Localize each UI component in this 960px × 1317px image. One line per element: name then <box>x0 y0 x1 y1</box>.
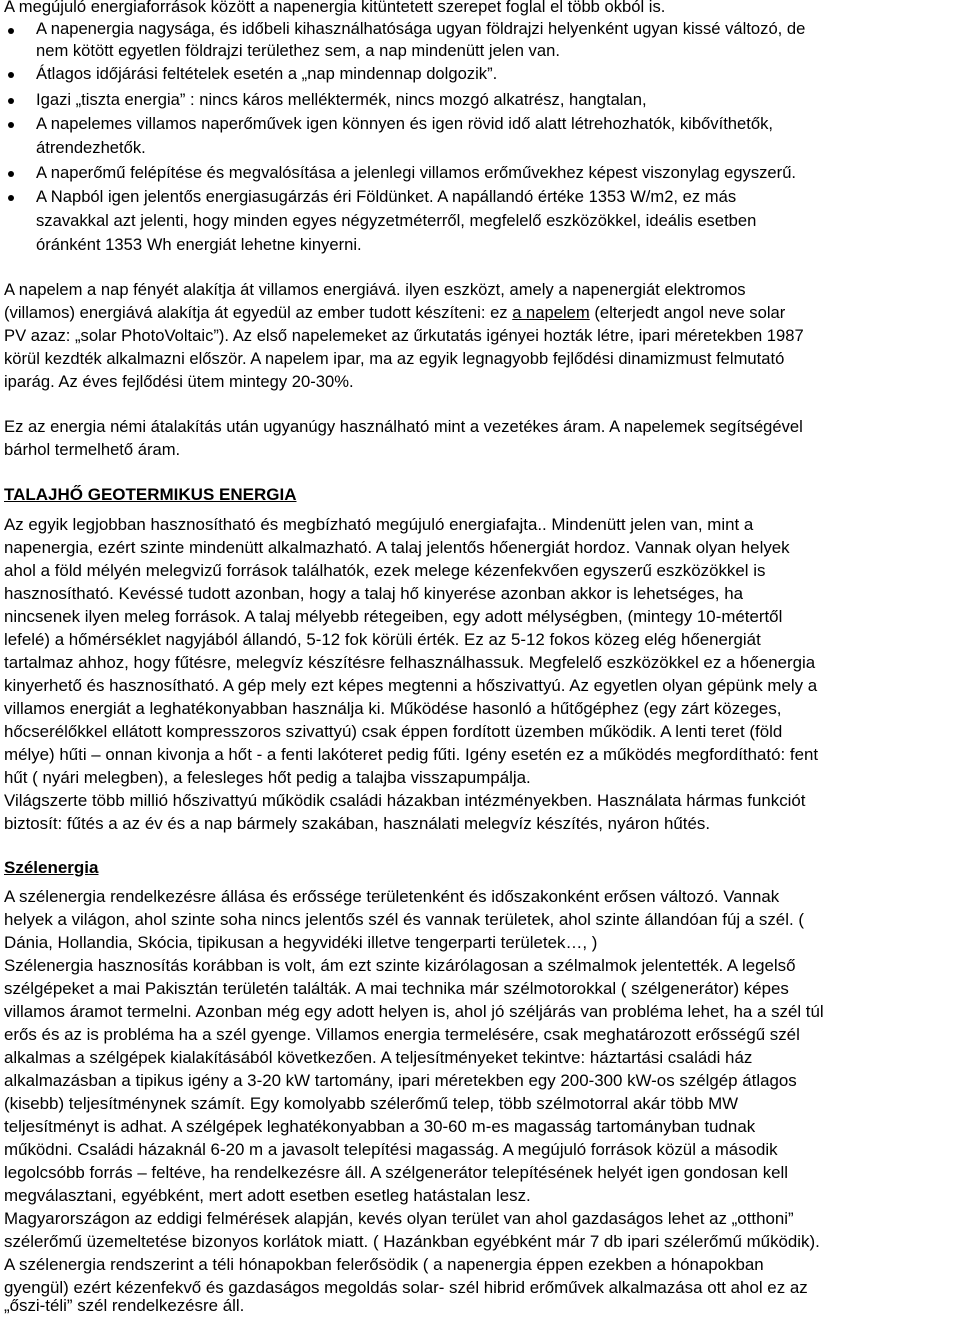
paragraph-line: tartalmaz ahhoz, hogy fűtésre, melegvíz készítésre felhasználhassuk. Megfelelő eszközökkel ez a hőenergia <box>4 653 816 672</box>
paragraph-line: A szélenergia rendszerint a téli hónapokban felerősödik ( a napenergia éppen ezekben a hónapokban <box>4 1255 764 1274</box>
paragraph-line: megválasztani, egyébként, mert adott esetben esetleg hatástalan lesz. <box>4 1186 531 1205</box>
paragraph-line: Dánia, Hollandia, Skócia, tipikusan a hegyvidéki illetve tengerparti területek…, ) <box>4 933 598 952</box>
paragraph-line: körül kezdték alkalmazni először. A napelem ipar, ma az egyik legnagyobb fejlődési dinamizmust felmutató <box>4 349 785 368</box>
napelem-link[interactable]: a napelem <box>512 303 590 322</box>
bullet-text: A naperőmű felépítése és megvalósítása a jelenlegi villamos erőművekhez képest viszonylag egyszerű. <box>36 163 797 182</box>
paragraph-line: biztosít: fűtés a az év és a nap bármely szakában, használati melegvíz készítés, nyáron hűtés. <box>4 814 711 833</box>
paragraph-line: napenergia, ezért szinte mindenütt alkalmazható. A talaj jelentős hőenergiát hordoz. Vannak olyan helyek <box>4 538 790 557</box>
paragraph-line: gyengül) ezért kézenfekvő és gazdaságos megoldás solar- szél hibrid erőművek alkalmazása ott ahol ez az <box>4 1278 808 1297</box>
paragraph-line: nincsenek ilyen meleg források. A talaj mélyebb rétegeiben, egy adott mélységben, (mintegy 10-métertől <box>4 607 783 626</box>
bullet-text: A napelemes villamos naperőművek igen könnyen és igen rövid idő alatt létrehozhatók, kibővíthetők, <box>36 114 774 133</box>
paragraph-line: helyek a világon, ahol szinte soha nincs jelentős szél és vannak területek, ahol szinte állandóan fúj a szél. ( <box>4 910 804 929</box>
wind-heading: Szélenergia <box>4 858 99 877</box>
paragraph-line: Ez az energia némi átalakítás után ugyanúgy használható mint a vezetékes áram. A napelemek segítségével <box>4 417 803 436</box>
geo-heading: TALAJHŐ GEOTERMIKUS ENERGIA <box>4 485 297 504</box>
paragraph-line: mélye) hűti – onnan kivonja a hőt - a fenti lakóteret pedig fűti. Igény esetén ez a működés megfordítható: fent <box>4 745 819 764</box>
paragraph-line: szélerőmű üzemeltetése bizonyos korlátok miatt. ( Hazánkban egyébként már 7 db ipari szélerőmű működik). <box>4 1232 820 1251</box>
bullet-text-cont: nem kötött egyetlen földrajzi területhez sem, a nap mindenütt jelen van. <box>36 41 560 60</box>
paragraph-line: alkalmazásban a tipikus igény a 3-20 kW tartomány, ipari méretekben egy 200-300 kW-os szélgép átlagos <box>4 1071 797 1090</box>
paragraph-line: ahol a föld mélyén melegvizű források találhatók, ezek melege kézenfekvően egyszerű eszközökkel is <box>4 561 766 580</box>
bullet-text: Igazi „tiszta energia” : nincs káros melléktermék, nincs mozgó alkatrész, hangtalan, <box>36 90 647 109</box>
paragraph-line: iparág. Az éves fejlődési ütem mintegy 20-30%. <box>4 372 354 391</box>
paragraph-text: (elterjedt angol neve solar <box>589 303 786 322</box>
paragraph-line: bárhol termelhető áram. <box>4 440 181 459</box>
bullet-text: Átlagos időjárási feltételek esetén a „nap mindennap dolgozik”. <box>36 64 498 83</box>
bullet-text-cont: átrendezhetők. <box>36 138 146 157</box>
paragraph-line: legolcsóbb forrás – feltéve, ha rendelkezésre áll. A szélgenerátor telepítésének helyét igen gondosan kell <box>4 1163 789 1182</box>
paragraph-line: PV azaz: „solar PhotoVoltaic”). Az első napelemeket az űrkutatás igényei hozták létre, ipari méretekben 1987 <box>4 326 804 345</box>
paragraph-line: villamos áramot termelni. Azonban még egy adott helyen is, ahol jó széljárás van probléma lehet, ha a szél túl <box>4 1002 824 1021</box>
bullet-dot-icon <box>8 28 14 34</box>
paragraph-line: Szélenergia hasznosítás korábban is volt, ám ezt szinte kizárólagosan a szélmalmok jelentették. A legelső <box>4 956 796 975</box>
paragraph-line: erős és az is probléma ha a szél gyenge. Villamos energia termelésére, csak meghatározott erősségű szél <box>4 1025 800 1044</box>
paragraph-line: alkalmas a szélgépek kialakításából következően. A teljesítményeket tekintve: háztartási családi ház <box>4 1048 753 1067</box>
paragraph-line: A napelem a nap fényét alakítja át villamos energiává. ilyen eszközt, amely a napenergiát elektromos <box>4 280 746 299</box>
paragraph-line: szélgépeket a mai Pakisztán területén találták. A mai technika már szélmotorokkal ( szélgenerátor) képes <box>4 979 789 998</box>
paragraph-line: Magyarországon az eddigi felmérések alapján, kevés olyan terület van ahol gazdaságos lehet az „otthoni” <box>4 1209 794 1228</box>
paragraph-line: villamos energiát a leghatékonyabban használja ki. Működése hasonló a hűtőgéphez (egy zárt közeges, <box>4 699 782 718</box>
paragraph-line: hőcserélőkkel ellátott kompresszoros szivattyú) csak éppen fordított üzemben működik. A lenti teret (föld <box>4 722 783 741</box>
paragraph-line: hűt ( nyári melegben), a felesleges hőt pedig a talajba visszapumpálja. <box>4 768 531 787</box>
bullet-dot-icon <box>8 72 14 78</box>
paragraph-line: Az egyik legjobban hasznosítható és megbízható megújuló energiafajta.. Mindenütt jelen van, mint a <box>4 515 754 534</box>
bullet-dot-icon <box>8 98 14 104</box>
bullet-text: A napenergia nagysága, és időbeli kihasználhatósága ugyan földrajzi helyenként ugyan kissé változó, de <box>36 19 806 38</box>
paragraph-line: (kisebb) teljesítménynek számít. Egy komolyabb szélerőmű telep, több szélmotorral akár több MW <box>4 1094 739 1113</box>
bullet-dot-icon <box>8 171 14 177</box>
paragraph-line: Világszerte több millió hőszivattyú működik családi házakban intézményekben. Használata hármas funkciót <box>4 791 806 810</box>
bullet-text-cont: szavakkal azt jelenti, hogy minden egyes négyzetméterről, megfelelő eszközökkel, ideális esetben <box>36 211 757 230</box>
paragraph-line: kinyerhető és hasznosítható. A gép mely ezt képes megtenni a hőszivattyú. Az egyetlen olyan gépünk mely a <box>4 676 818 695</box>
paragraph-line: „őszi-téli” szél rendelkezésre áll. <box>4 1296 245 1315</box>
bullet-text: A Napból igen jelentős energiasugárzás éri Földünket. A napállandó értéke 1353 W/m2, ez más <box>36 187 737 206</box>
paragraph-text: (villamos) energiává alakítja át egyedül az ember tudott készíteni: ez <box>4 303 513 322</box>
bullet-dot-icon <box>8 122 14 128</box>
intro-text: A megújuló energiaforrások között a napenergia kitüntetett szerepet foglal el több okból is. <box>4 0 666 16</box>
paragraph-line <box>4 302 785 324</box>
paragraph-line: A szélenergia rendelkezésre állása és erőssége területenként és időszakonként erősen változó. Vannak <box>4 887 780 906</box>
paragraph-line: működni. Családi házaknál 6-20 m a javasolt telepítési magasság. A megújuló források közül a második <box>4 1140 778 1159</box>
paragraph-line: hasznosítható. Kevéssé tudott azonban, hogy a talaj hő kinyerése azonban akkor is lehetséges, ha <box>4 584 743 603</box>
paragraph-line: lefelé) a hőmérséklet nagyjából állandó, 5-12 fok körüli érték. Ez az 5-12 fokos közeg elég hőenergiát <box>4 630 761 649</box>
paragraph-line: teljesítményt is adhat. A szélgépek leghatékonyabban a 30-60 m-es magasság tartományban tudnak <box>4 1117 756 1136</box>
bullet-dot-icon <box>8 195 14 201</box>
bullet-text-cont: óránként 1353 Wh energiát lehetne kinyerni. <box>36 235 362 254</box>
